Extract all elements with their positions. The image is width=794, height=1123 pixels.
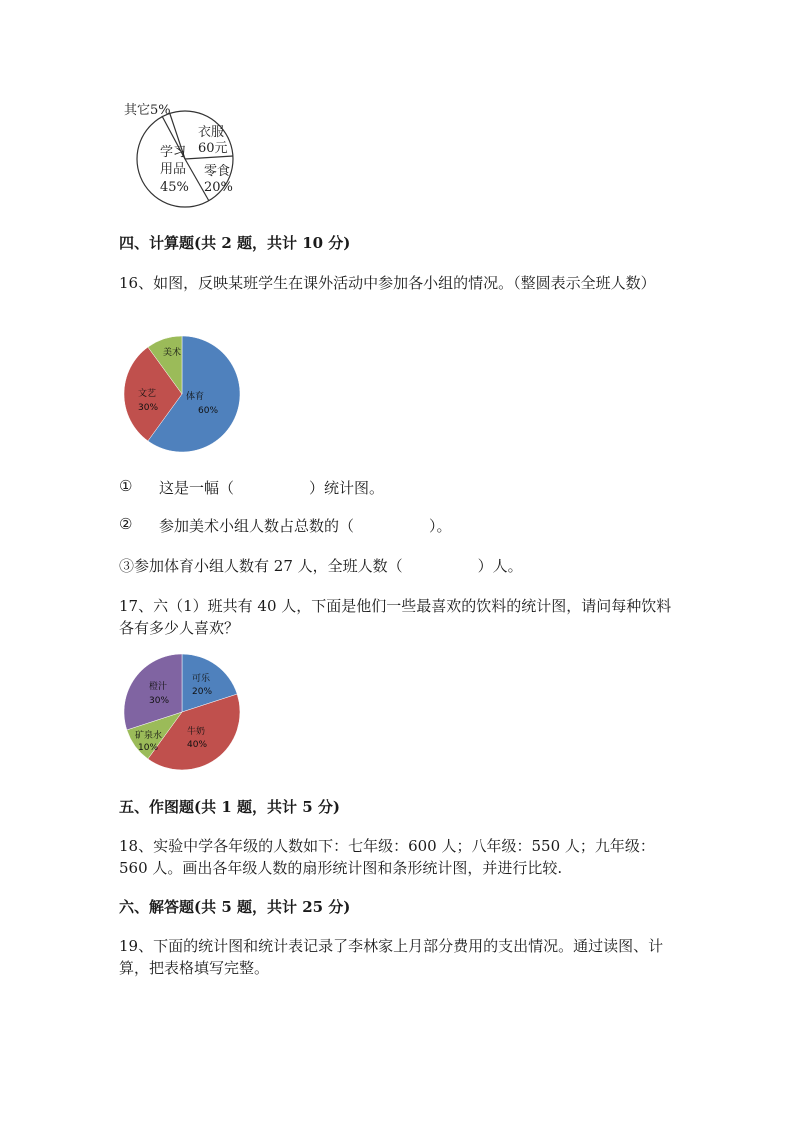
pie17-label-milk: 牛奶 bbox=[187, 727, 206, 737]
sketch-value-clothes: 60元 bbox=[198, 141, 228, 156]
q16-item-2-number: ② bbox=[119, 515, 133, 533]
sketch-label-snack: 零食 bbox=[204, 164, 231, 179]
question-16-text: 16、如图，反映某班学生在课外活动中参加各小组的情况。（整圆表示全班人数） bbox=[119, 274, 656, 292]
pie17-label-cola: 可乐 bbox=[192, 674, 211, 684]
pie16-label-fine-art: 美术 bbox=[163, 348, 182, 358]
sketch-label-study-2: 用品 bbox=[160, 162, 187, 177]
q16-item-1-number: ① bbox=[119, 477, 133, 495]
pie17-label-orange: 橙汁 bbox=[149, 682, 168, 692]
question-17-text: 17、六（1）班共有 40 人，下面是他们一些最喜欢的饮料的统计图，请问每种饮料各有多少人喜欢？ bbox=[119, 597, 672, 637]
sketch-label-other: 其它5% bbox=[124, 103, 171, 118]
expense-pie-sketch bbox=[112, 96, 252, 212]
q16-item-2-text: 参加美术小组人数占总数的（ ）。 bbox=[159, 517, 452, 535]
activity-pie-chart bbox=[118, 332, 246, 456]
pie16-label-sports: 体育 bbox=[186, 392, 205, 402]
question-19-text: 19、下面的统计图和统计表记录了李林家上月部分费用的支出情况。通过读图、计算，把表格填写完整。 bbox=[119, 937, 664, 977]
sketch-value-study: 45% bbox=[160, 180, 189, 195]
q16-item-3-text: ③参加体育小组人数有 27 人，全班人数（ ）人。 bbox=[119, 557, 523, 575]
sketch-value-snack: 20% bbox=[204, 180, 233, 195]
pie16-value-arts: 30% bbox=[138, 403, 159, 413]
sketch-pie-divider bbox=[185, 156, 233, 159]
drink-pie-chart bbox=[118, 650, 246, 774]
section-4-heading: 四、计算题(共 2 题，共计 10 分) bbox=[119, 234, 351, 252]
sketch-label-clothes: 衣服 bbox=[198, 125, 225, 140]
section-6-heading: 六、解答题(共 5 题，共计 25 分) bbox=[119, 898, 351, 916]
pie17-value-cola: 20% bbox=[192, 687, 213, 697]
section-5-heading: 五、作图题(共 1 题，共计 5 分) bbox=[119, 798, 340, 816]
pie17-label-water: 矿泉水 bbox=[135, 731, 163, 741]
pie17-value-water: 10% bbox=[138, 743, 159, 753]
pie16-value-sports: 60% bbox=[198, 406, 219, 416]
question-18-text: 18、实验中学各年级的人数如下：七年级：600 人；八年级：550 人；九年级：560 人。画出各年级人数的扇形统计图和条形统计图，并进行比较. bbox=[119, 837, 655, 877]
q16-item-1-text: 这是一幅（ ）统计图。 bbox=[159, 479, 385, 497]
pie17-value-orange: 30% bbox=[149, 696, 170, 706]
sketch-label-study: 学习 bbox=[160, 145, 187, 160]
pie17-value-milk: 40% bbox=[187, 740, 208, 750]
pie16-label-arts: 文艺 bbox=[138, 389, 157, 399]
